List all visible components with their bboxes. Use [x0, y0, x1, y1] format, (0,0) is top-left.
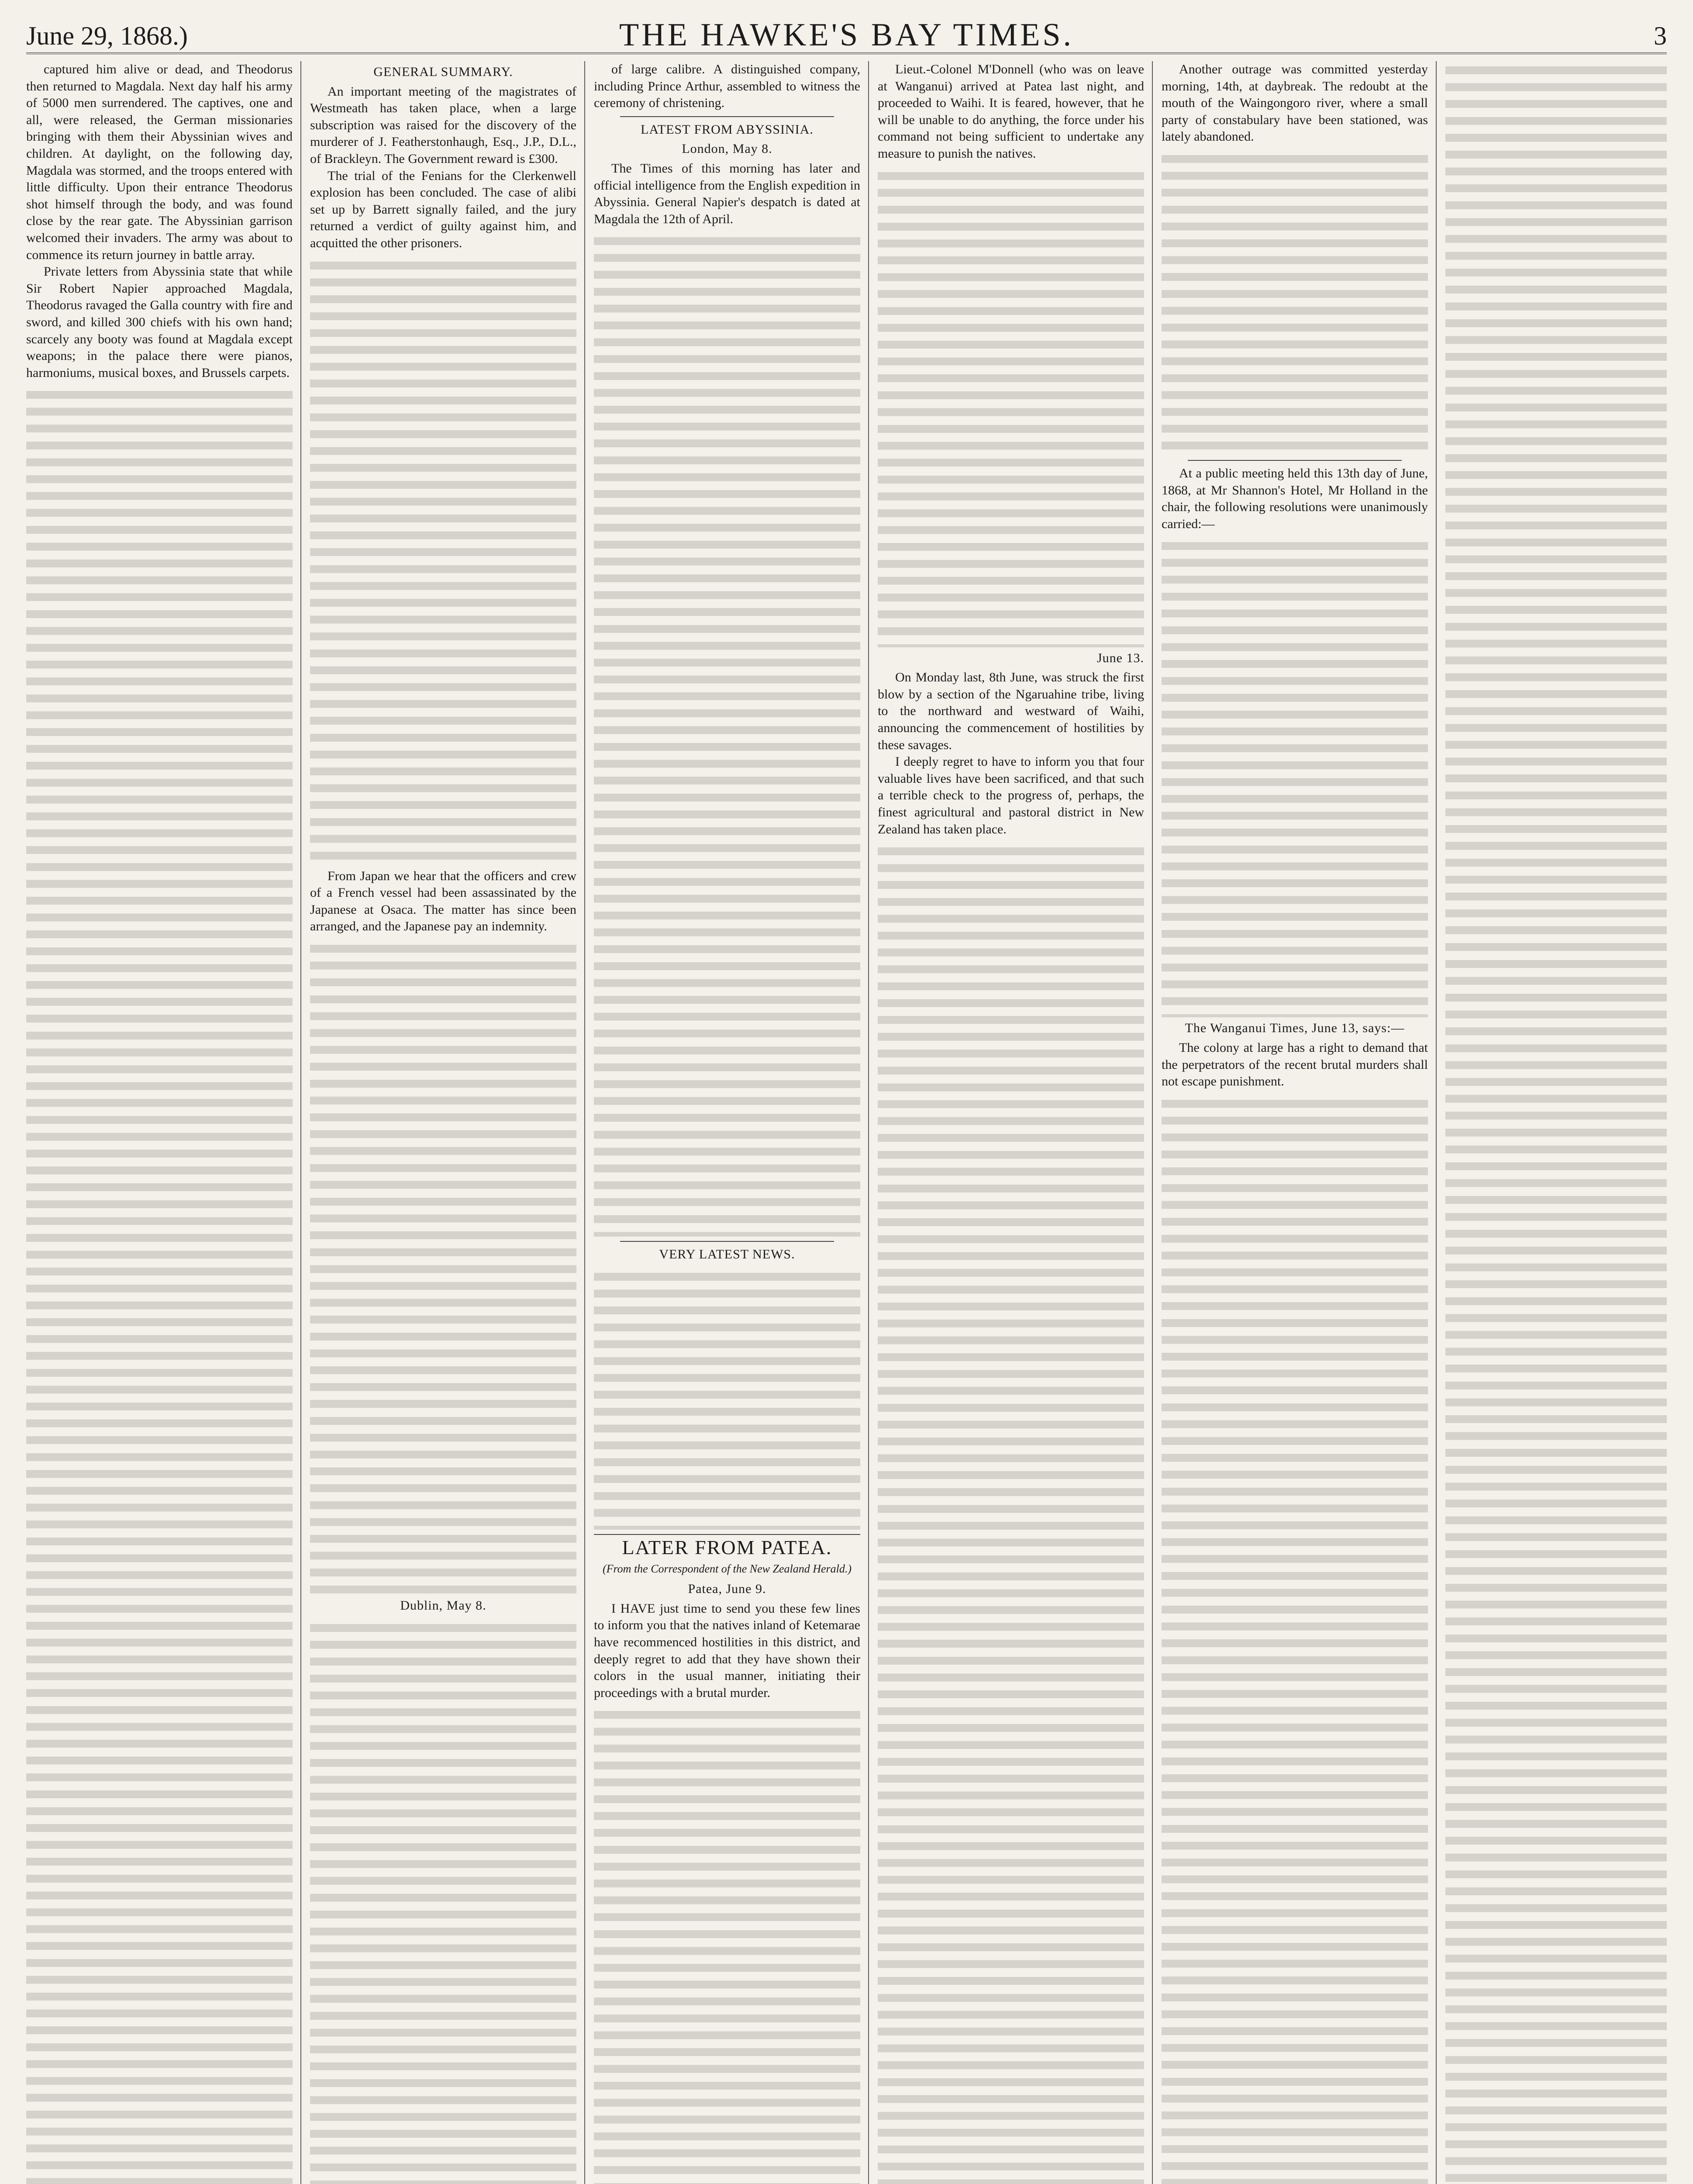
paragraph: I HAVE just time to send you these few lines to inform you that the natives inland of Ketemarae have recommenced hostilities in this district, and deeply regret to add that they have shown their colors in the usual manner, initiating their proceedings with a brutal murder. — [594, 1601, 860, 1700]
column-text-body — [878, 167, 1144, 647]
paragraph: Another outrage was committed yesterday morning, 14th, at daybreak. The redoubt at the mouth of the Waingongoro river, where a small party of constabulary have been stationed, was lately abandoned. — [1162, 62, 1428, 144]
divider — [620, 1241, 834, 1242]
column-text-body — [310, 1619, 576, 2184]
column-text-body — [878, 842, 1144, 2184]
issue-date: June 29, 1868.) — [26, 21, 188, 50]
column-3 — [594, 61, 860, 2184]
paragraph: I deeply regret to have to inform you that four valuable lives have been sacrificed, and that such a terrible check to the progress of, perhaps, the finest agricultural and pastoral district in New Zealand has taken place. — [878, 754, 1144, 836]
newspaper-title: THE HAWKE'S BAY TIMES. — [619, 17, 1074, 53]
column-text-body — [310, 940, 576, 1595]
paragraph: of large calibre. A distinguished company, including Prince Arthur, assembled to witness the ceremony of christening. — [594, 62, 860, 111]
divider — [594, 1534, 860, 1535]
divider — [1188, 460, 1402, 461]
paragraph: At a public meeting held this 13th day of June, 1868, at Mr Shannon's Hotel, Mr Holland in the chair, the following resolutions were unanimously carried:— — [1162, 466, 1428, 531]
paragraph: captured him alive or dead, and Theodorus then returned to Magdala. Next day half his army of 5000 men surrendered. The captives, one and all, were released, the German missionaries bringing with them their Abyssinian wives and children. At daylight, on the following day, Magdala was stormed, and the troops entered with little difficulty. Upon their entrance Theodorus shot himself through the body, and was found close by the rear gate. The Abyssinian garrison welcomed their invaders. The army was about to commence its return journey in battle array. — [26, 62, 293, 262]
paragraph: The Times of this morning has later and official intelligence from the English expedition in Abyssinia. General Napier's despatch is dated at Magdala the 12th of April. — [594, 161, 860, 226]
subheading: (From the Correspondent of the New Zealand Herald.) — [602, 1562, 852, 1575]
dateline: Patea, June 9. — [688, 1582, 766, 1597]
paragraph: An important meeting of the magistrates of Westmeath has taken place, when a large subscription was raised for the discovery of the murderer of J. Featherstonhaugh, Esq., J.P., D.L., of Brackleyn. The Government reward is £300. — [310, 84, 576, 166]
column-text-body — [594, 232, 860, 1237]
section-heading-very-latest: VERY LATEST NEWS. — [659, 1247, 795, 1262]
column-text-body — [594, 1706, 860, 2184]
section-heading-later-patea: LATER FROM PATEA. — [622, 1536, 832, 1559]
column-2 — [310, 61, 576, 2184]
column-text-body — [26, 386, 293, 2184]
dateline: Dublin, May 8. — [400, 1598, 486, 1613]
column-text-body — [594, 1268, 860, 1530]
column-rule — [584, 61, 585, 2184]
section-heading-general-summary: GENERAL SUMMARY. — [373, 65, 513, 79]
column-rule — [1436, 61, 1437, 2184]
paragraph: The trial of the Fenians for the Clerkenwell explosion has been concluded. The case of alibi set up by Barrett signally failed, and the jury returned a verdict of guilty against him, and acquitted the other prisoners. — [310, 168, 576, 250]
column-6 — [1445, 61, 1667, 2184]
column-text-body — [1162, 1095, 1428, 2184]
column-text-body — [1162, 537, 1428, 1017]
column-text-body — [1445, 61, 1667, 2184]
column-5 — [1162, 61, 1428, 2184]
masthead — [26, 13, 1667, 54]
paragraph: From Japan we hear that the officers and crew of a French vessel had been assassinated by the Japanese at Osaca. The matter has since been arranged, and the Japanese pay an indemnity. — [310, 868, 576, 934]
divider — [620, 116, 834, 117]
column-rule — [868, 61, 869, 2184]
paragraph: Private letters from Abyssinia state that while Sir Robert Napier approached Magdala, Theodorus ravaged the Galla country with fire and sword, and killed 300 chiefs with his own hand; scarcely any booty was found at Magdala except weapons; in the palace there were pianos, harmoniums, musical boxes, and Brussels carpets. — [26, 264, 293, 380]
page-number: 3 — [1654, 21, 1667, 50]
column-rule — [300, 61, 301, 2184]
paragraph: The Wanganui Times, June 13, says:— — [1185, 1021, 1405, 1036]
column-rule — [1152, 61, 1153, 2184]
column-text-body — [1162, 150, 1428, 456]
dateline: London, May 8. — [682, 142, 772, 156]
column-1 — [26, 61, 293, 2184]
section-heading-latest-abyssinia: LATEST FROM ABYSSINIA. — [641, 122, 814, 137]
dateline: June 13. — [1097, 650, 1144, 665]
paragraph: The colony at large has a right to demand that the perpetrators of the recent brutal murders shall not escape punishment. — [1162, 1040, 1428, 1089]
paragraph: Lieut.-Colonel M'Donnell (who was on leave at Wanganui) arrived at Patea last night, and proceeded to Waihi. It is feared, however, that he will be unable to do anything, the force under his command not being sufficient to undertake any measure to punish the natives. — [878, 62, 1144, 161]
column-4 — [878, 61, 1144, 2184]
paragraph: On Monday last, 8th June, was struck the first blow by a section of the Ngaruahine tribe, living to the northward and westward of Waihi, announcing the commencement of hostilities by these savages. — [878, 670, 1144, 752]
column-text-body — [310, 256, 576, 868]
